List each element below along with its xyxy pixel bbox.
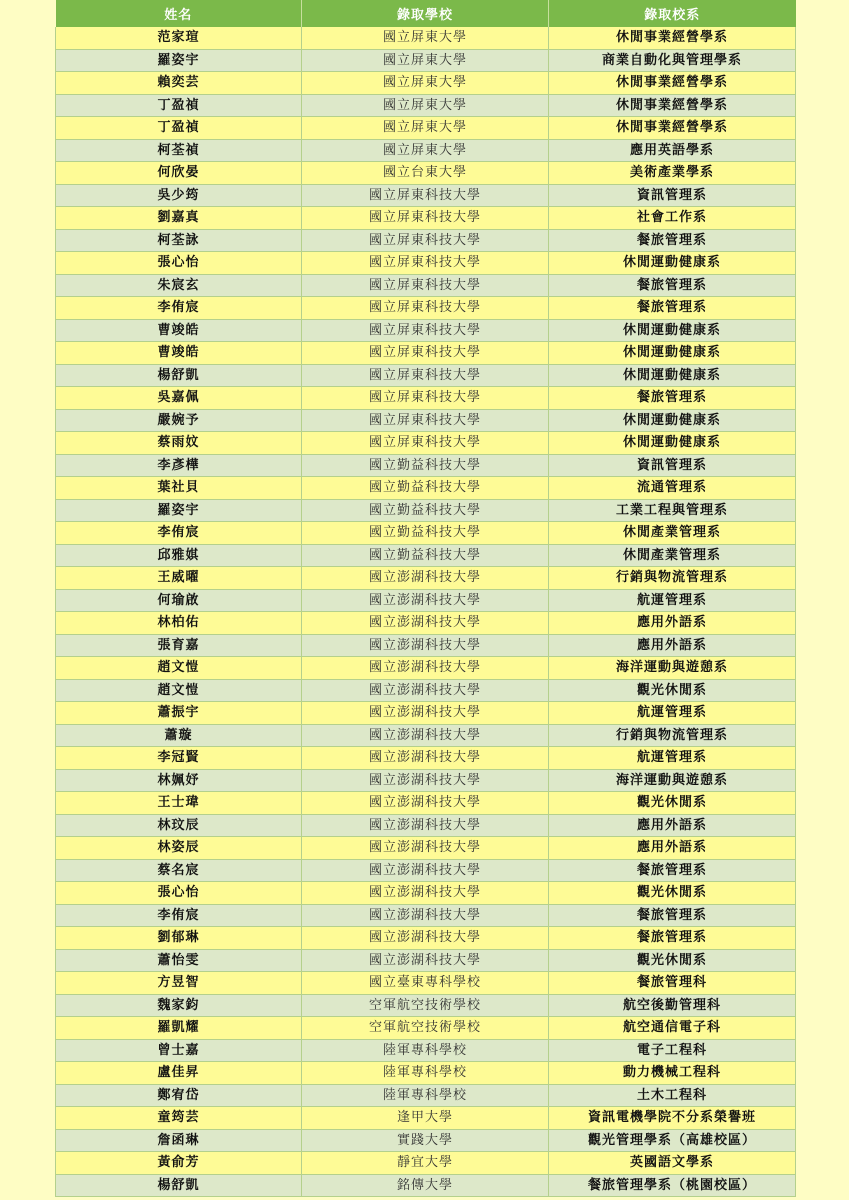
table-row [56,859,796,882]
school-cell: 國立勤益科技大學 [302,454,549,477]
table-row [56,94,796,117]
school-cell: 逢甲大學 [302,1107,549,1130]
student-name-cell: 魏家鈞 [56,994,302,1017]
department-cell: 餐旅管理科 [549,972,796,995]
department-cell: 餐旅管理系 [549,904,796,927]
school-cell: 國立澎湖科技大學 [302,882,549,905]
table-row [56,1039,796,1062]
table-row [56,319,796,342]
table-row [56,792,796,815]
student-name-cell: 羅姿宇 [56,49,302,72]
school-cell: 陸軍專科學校 [302,1084,549,1107]
student-name-cell: 趙文愷 [56,657,302,680]
table-row [56,1174,796,1197]
department-cell: 餐旅管理系 [549,387,796,410]
header-school: 錄取學校 [302,0,549,27]
department-cell: 電子工程科 [549,1039,796,1062]
school-cell: 國立屏東科技大學 [302,342,549,365]
department-cell: 休閒運動健康系 [549,319,796,342]
student-name-cell: 楊舒凱 [56,1174,302,1197]
department-cell: 資訊管理系 [549,454,796,477]
department-cell: 美術產業學系 [549,162,796,185]
school-cell: 國立澎湖科技大學 [302,634,549,657]
student-name-cell: 曹竣皓 [56,319,302,342]
student-name-cell: 林柏佑 [56,612,302,635]
student-name-cell: 李冠賢 [56,747,302,770]
department-cell: 觀光管理學系（高雄校區） [549,1129,796,1152]
school-cell: 國立澎湖科技大學 [302,837,549,860]
school-cell: 陸軍專科學校 [302,1062,549,1085]
department-cell: 商業自動化與管理學系 [549,49,796,72]
department-cell: 應用外語系 [549,814,796,837]
student-name-cell: 邱雅娸 [56,544,302,567]
student-name-cell: 李彥樺 [56,454,302,477]
department-cell: 餐旅管理系 [549,274,796,297]
school-cell: 國立澎湖科技大學 [302,927,549,950]
school-cell: 國立屏東科技大學 [302,252,549,275]
table-row [56,1152,796,1175]
school-cell: 陸軍專科學校 [302,1039,549,1062]
student-name-cell: 何欣晏 [56,162,302,185]
department-cell: 海洋運動與遊憩系 [549,769,796,792]
table-row [56,747,796,770]
table-row [56,229,796,252]
department-cell: 工業工程與管理系 [549,499,796,522]
department-cell: 航空通信電子科 [549,1017,796,1040]
student-name-cell: 曾士嘉 [56,1039,302,1062]
school-cell: 實踐大學 [302,1129,549,1152]
table-row [56,274,796,297]
school-cell: 國立屏東大學 [302,72,549,95]
student-name-cell: 張心怡 [56,882,302,905]
school-cell: 國立屏東大學 [302,139,549,162]
student-name-cell: 蔡雨妏 [56,432,302,455]
table-row [56,589,796,612]
department-cell: 應用英語學系 [549,139,796,162]
table-row [56,702,796,725]
school-cell: 國立屏東大學 [302,27,549,49]
school-cell: 國立澎湖科技大學 [302,904,549,927]
department-cell: 應用外語系 [549,634,796,657]
department-cell: 觀光休閒系 [549,949,796,972]
school-cell: 國立澎湖科技大學 [302,679,549,702]
student-name-cell: 嚴婉予 [56,409,302,432]
department-cell: 動力機械工程科 [549,1062,796,1085]
department-cell: 休閒事業經營學系 [549,117,796,140]
school-cell: 國立勤益科技大學 [302,499,549,522]
table-row [56,837,796,860]
student-name-cell: 丁盈禎 [56,117,302,140]
school-cell: 國立澎湖科技大學 [302,612,549,635]
department-cell: 觀光休閒系 [549,679,796,702]
student-name-cell: 朱宸玄 [56,274,302,297]
student-name-cell: 林姿辰 [56,837,302,860]
table-row [56,252,796,275]
student-name-cell: 楊舒凱 [56,364,302,387]
table-row [56,342,796,365]
department-cell: 資訊電機學院不分系榮譽班 [549,1107,796,1130]
school-cell: 國立屏東大學 [302,94,549,117]
table-row [56,679,796,702]
school-cell: 國立澎湖科技大學 [302,567,549,590]
table-row [56,387,796,410]
student-name-cell: 賴奕芸 [56,72,302,95]
table-row [56,814,796,837]
student-name-cell: 王士瑋 [56,792,302,815]
table-row [56,207,796,230]
table-row [56,1084,796,1107]
department-cell: 休閒運動健康系 [549,252,796,275]
department-cell: 休閒運動健康系 [549,364,796,387]
student-name-cell: 林玟辰 [56,814,302,837]
department-cell: 航運管理系 [549,702,796,725]
school-cell: 國立屏東科技大學 [302,319,549,342]
school-cell: 國立屏東科技大學 [302,409,549,432]
table-row [56,162,796,185]
department-cell: 航運管理系 [549,747,796,770]
school-cell: 國立澎湖科技大學 [302,792,549,815]
department-cell: 餐旅管理系 [549,927,796,950]
school-cell: 國立屏東科技大學 [302,387,549,410]
department-cell: 餐旅管理學系（桃園校區） [549,1174,796,1197]
student-name-cell: 范家瑄 [56,27,302,49]
student-name-cell: 李侑宸 [56,297,302,320]
table-row [56,1017,796,1040]
department-cell: 休閒產業管理系 [549,544,796,567]
admission-table [55,0,796,1197]
school-cell: 空軍航空技術學校 [302,1017,549,1040]
table-row [56,522,796,545]
student-name-cell: 吳少筠 [56,184,302,207]
department-cell: 休閒事業經營學系 [549,72,796,95]
table-row [56,117,796,140]
table-row [56,927,796,950]
table-row [56,904,796,927]
school-cell: 國立臺東專科學校 [302,972,549,995]
school-cell: 國立屏東大學 [302,49,549,72]
student-name-cell: 王威曜 [56,567,302,590]
student-name-cell: 柯荃禎 [56,139,302,162]
student-name-cell: 蕭璇 [56,724,302,747]
table-row [56,432,796,455]
department-cell: 海洋運動與遊憩系 [549,657,796,680]
school-cell: 國立屏東科技大學 [302,297,549,320]
department-cell: 觀光休閒系 [549,792,796,815]
department-cell: 英國語文學系 [549,1152,796,1175]
table-row [56,499,796,522]
table-row [56,994,796,1017]
student-name-cell: 劉嘉真 [56,207,302,230]
student-name-cell: 丁盈禎 [56,94,302,117]
table-body [56,27,796,1197]
department-cell: 餐旅管理系 [549,859,796,882]
school-cell: 銘傳大學 [302,1174,549,1197]
student-name-cell: 葉社貝 [56,477,302,500]
table-row [56,769,796,792]
student-name-cell: 吳嘉佩 [56,387,302,410]
table-row [56,724,796,747]
department-cell: 休閒產業管理系 [549,522,796,545]
table-row [56,49,796,72]
department-cell: 應用外語系 [549,612,796,635]
student-name-cell: 林姵妤 [56,769,302,792]
school-cell: 國立勤益科技大學 [302,544,549,567]
department-cell: 應用外語系 [549,837,796,860]
school-cell: 國立屏東科技大學 [302,229,549,252]
student-name-cell: 羅凱耀 [56,1017,302,1040]
table-row [56,72,796,95]
student-name-cell: 劉郁琳 [56,927,302,950]
table-row [56,544,796,567]
student-name-cell: 張心怡 [56,252,302,275]
student-name-cell: 柯荃詠 [56,229,302,252]
table-row [56,139,796,162]
department-cell: 休閒運動健康系 [549,432,796,455]
table-row [56,1107,796,1130]
student-name-cell: 趙文愷 [56,679,302,702]
school-cell: 靜宜大學 [302,1152,549,1175]
table-row [56,409,796,432]
department-cell: 社會工作系 [549,207,796,230]
table-row [56,477,796,500]
department-cell: 休閒運動健康系 [549,409,796,432]
student-name-cell: 方昱智 [56,972,302,995]
table-row [56,949,796,972]
student-name-cell: 詹函琳 [56,1129,302,1152]
school-cell: 國立澎湖科技大學 [302,747,549,770]
school-cell: 國立屏東科技大學 [302,184,549,207]
school-cell: 國立澎湖科技大學 [302,859,549,882]
header-row [56,0,796,27]
school-cell: 國立澎湖科技大學 [302,724,549,747]
school-cell: 國立澎湖科技大學 [302,589,549,612]
student-name-cell: 盧佳昇 [56,1062,302,1085]
table-row [56,972,796,995]
table-row [56,364,796,387]
department-cell: 休閒事業經營學系 [549,94,796,117]
department-cell: 觀光休閒系 [549,882,796,905]
school-cell: 國立屏東科技大學 [302,432,549,455]
student-name-cell: 童筠芸 [56,1107,302,1130]
table-row [56,184,796,207]
school-cell: 國立屏東大學 [302,117,549,140]
student-name-cell: 曹竣皓 [56,342,302,365]
department-cell: 餐旅管理系 [549,229,796,252]
department-cell: 土木工程科 [549,1084,796,1107]
school-cell: 國立澎湖科技大學 [302,814,549,837]
school-cell: 國立屏東科技大學 [302,207,549,230]
department-cell: 休閒運動健康系 [549,342,796,365]
student-name-cell: 李侑宸 [56,904,302,927]
school-cell: 國立澎湖科技大學 [302,769,549,792]
table-row [56,1062,796,1085]
student-name-cell: 蔡名宸 [56,859,302,882]
table-row [56,567,796,590]
school-cell: 國立勤益科技大學 [302,522,549,545]
table-row [56,27,796,49]
school-cell: 國立屏東科技大學 [302,364,549,387]
student-name-cell: 張育嘉 [56,634,302,657]
school-cell: 國立澎湖科技大學 [302,702,549,725]
school-cell: 國立屏東科技大學 [302,274,549,297]
school-cell: 國立勤益科技大學 [302,477,549,500]
school-cell: 國立台東大學 [302,162,549,185]
student-name-cell: 蕭振宇 [56,702,302,725]
department-cell: 航空後勤管理科 [549,994,796,1017]
department-cell: 休閒事業經營學系 [549,27,796,49]
table-row [56,612,796,635]
department-cell: 資訊管理系 [549,184,796,207]
table-row [56,1129,796,1152]
department-cell: 行銷與物流管理系 [549,567,796,590]
table-row [56,657,796,680]
table-row [56,454,796,477]
table-row [56,634,796,657]
table-row [56,882,796,905]
header-name: 姓名 [56,0,302,27]
student-name-cell: 何瑜啟 [56,589,302,612]
department-cell: 行銷與物流管理系 [549,724,796,747]
student-name-cell: 蕭怡雯 [56,949,302,972]
school-cell: 國立澎湖科技大學 [302,949,549,972]
header-department: 錄取校系 [549,0,796,27]
department-cell: 流通管理系 [549,477,796,500]
student-name-cell: 羅姿宇 [56,499,302,522]
department-cell: 餐旅管理系 [549,297,796,320]
student-name-cell: 李侑宸 [56,522,302,545]
school-cell: 國立澎湖科技大學 [302,657,549,680]
school-cell: 空軍航空技術學校 [302,994,549,1017]
department-cell: 航運管理系 [549,589,796,612]
student-name-cell: 黃俞芳 [56,1152,302,1175]
student-name-cell: 鄭宥岱 [56,1084,302,1107]
table-row [56,297,796,320]
